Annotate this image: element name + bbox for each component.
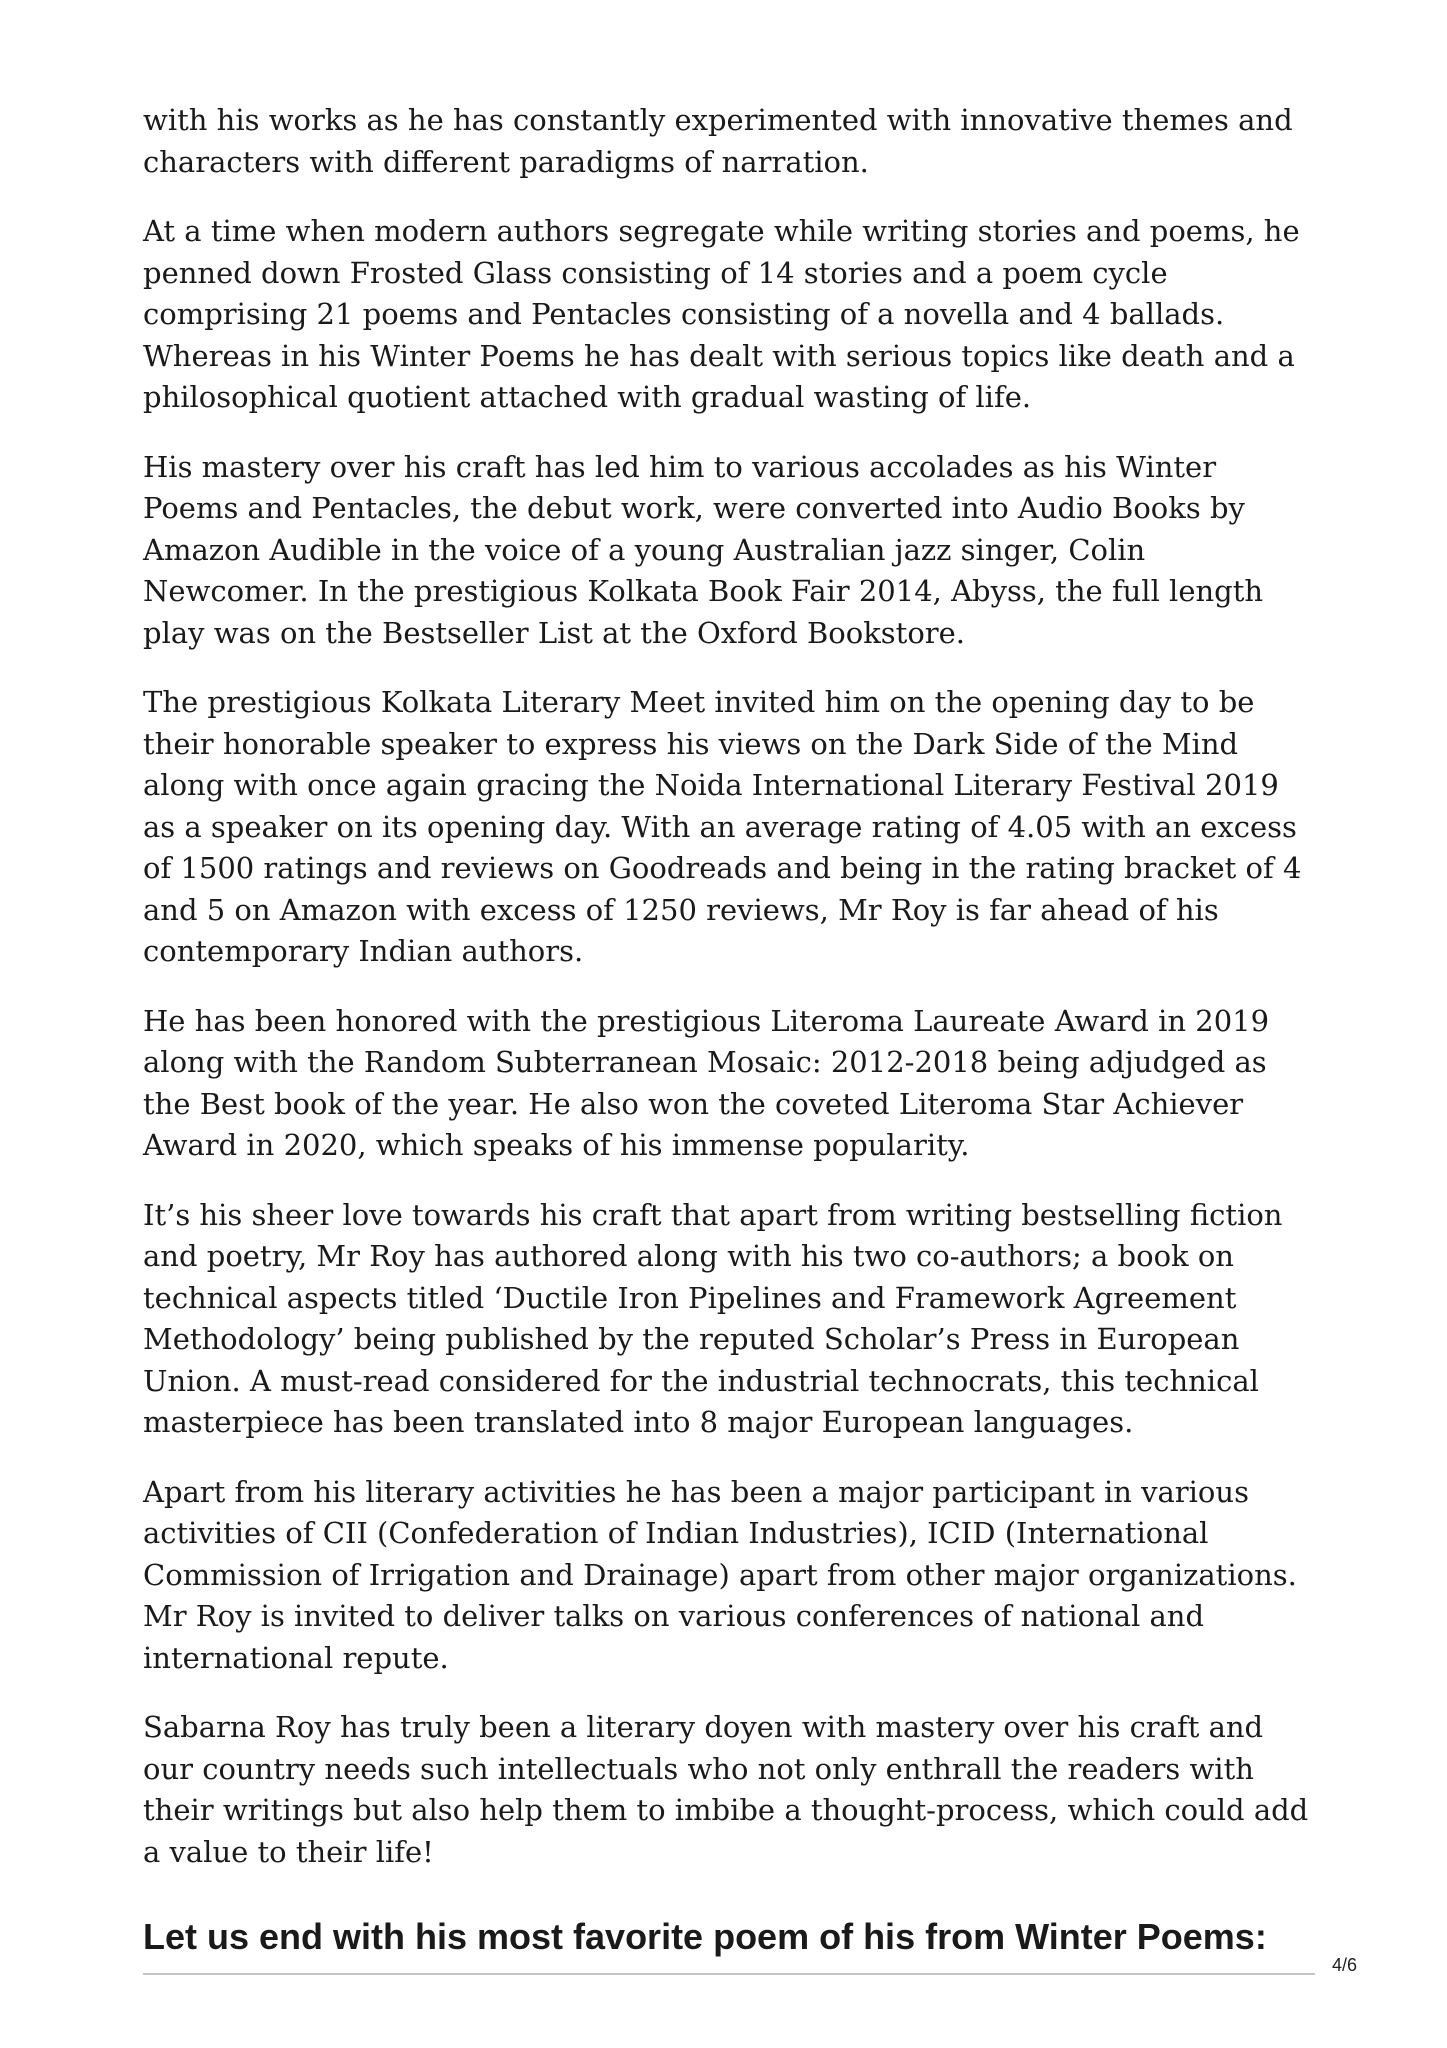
paragraph: It’s his sheer love towards his craft that apart from writing bestselling fiction and poetry, Mr Roy has authored along with his two co-authors; a book on technical aspects titled ‘Ductile Iron Pipelines and Framework Agreement Methodology’ being published by the reputed Scholar’s Press in European Union. A must-read considered for the industrial technocrats, this technical masterpiece has been translated into 8 major European languages. — [143, 1197, 1283, 1439]
paragraph: He has been honored with the prestigious Literoma Laureate Award in 2019 along with the Random Subterranean Mosaic: 2012-2018 being adjudged as the Best book of the year. He also won the coveted Literoma Star Achiever Award in 2020, which speaks of his immense popularity. — [143, 1003, 1270, 1162]
paragraph: with his works as he has constantly experimented with innovative themes and characters with different paradigms of narration. — [143, 103, 1293, 179]
heading-divider — [143, 1973, 1315, 1975]
page-number: 4/6 — [1331, 1955, 1357, 1975]
paragraph: His mastery over his craft has led him to various accolades as his Winter Poems and Pentacles, the debut work, were converted into Audio Books by Amazon Audible in the voice of a young Australian jazz singer, Colin Newcomer. In the prestigious Kolkata Book Fair 2014, Abyss, the full length play was on the Bestseller List at the Oxford Bookstore. — [143, 449, 1264, 650]
paragraph: Apart from his literary activities he has been a major participant in various activities of CII (Confederation of Indian Industries), ICID (International Commission of Irrigation and Drainage) apart from other major organizations. Mr Roy is invited to deliver talks on various conferences of national and international repute. — [143, 1474, 1297, 1675]
paragraph: Sabarna Roy has truly been a literary doyen with mastery over his craft and our country needs such intellectuals who not only enthrall the readers with their writings but also help them to imbibe a thought-process, which could add a value to their life! — [143, 1710, 1309, 1869]
paragraph: At a time when modern authors segregate while writing stories and poems, he penned down Frosted Glass consisting of 14 stories and a poem cycle comprising 21 poems and Pentacles consisting of a novella and 4 ballads. Whereas in his Winter Poems he has dealt with serious topics like death and a philosophical quotient attached with gradual wasting of life. — [143, 214, 1300, 414]
paragraph: The prestigious Kolkata Literary Meet invited him on the opening day to be their honorable speaker to express his views on the Dark Side of the Mind along with once again gracing the Noida International Literary Festival 2019 as a speaker on its opening day. With an average rating of 4.05 with an excess of 1500 ratings and reviews on Goodreads and being in the rating bracket of 4 and 5 on Amazon with excess of 1250 reviews, Mr Roy is far ahead of his contemporary Indian authors. — [143, 685, 1302, 968]
section-heading: Let us end with his most favorite poem of his from Winter Poems: — [143, 1916, 1267, 1957]
article-body — [143, 100, 1313, 1975]
